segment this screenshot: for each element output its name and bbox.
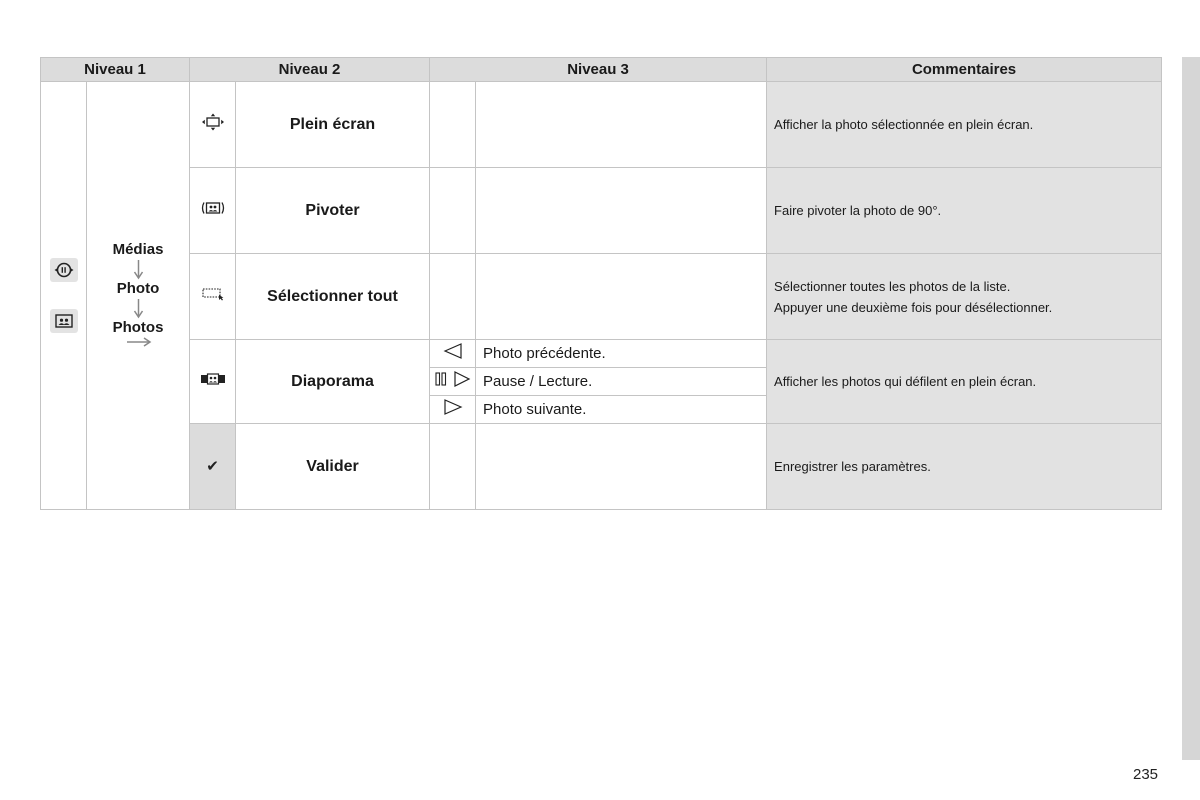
row-comment	[767, 82, 1162, 168]
comment-line: Enregistrer les paramètres.	[774, 459, 931, 474]
next-icon	[442, 398, 464, 416]
arrow-down-icon	[87, 257, 190, 281]
level1-path-cell	[87, 82, 190, 510]
table-row	[41, 82, 1162, 168]
comment-line: Faire pivoter la photo de 90°.	[774, 203, 942, 218]
sub-label: Photo précédente.	[476, 340, 767, 368]
table-header-row	[41, 58, 1162, 82]
header-niveau-2: Niveau 2	[190, 58, 430, 82]
row-name: Plein écran	[236, 82, 430, 168]
row-icon-cell	[190, 168, 236, 254]
previous-icon	[442, 342, 464, 360]
media-source-icon	[50, 258, 78, 282]
sub-label: Photo suivante.	[476, 396, 767, 424]
table-row	[41, 254, 1162, 340]
level3-empty-cell	[430, 254, 476, 340]
level3-empty-cell	[476, 168, 767, 254]
row-comment	[767, 168, 1162, 254]
arrow-down-icon	[87, 296, 190, 320]
row-comment	[767, 340, 1162, 424]
level1-icons-cell	[41, 82, 87, 510]
side-tab	[1182, 57, 1200, 760]
comment-line: Appuyer une deuxième fois pour désélectionner.	[774, 299, 1053, 315]
sub-icon-cell	[430, 396, 476, 424]
select-all-icon	[201, 287, 225, 301]
sub-icon-cell	[430, 368, 476, 396]
photo-icon	[50, 309, 78, 333]
row-icon-cell	[190, 424, 236, 510]
row-icon-cell	[190, 82, 236, 168]
header-niveau-1: Niveau 1	[41, 58, 190, 82]
page-number: 235	[1133, 766, 1159, 783]
sub-label: Pause / Lecture.	[476, 368, 767, 396]
row-comment	[767, 424, 1162, 510]
menu-table	[40, 57, 1162, 510]
table-row	[41, 424, 1162, 510]
header-niveau-3: Niveau 3	[430, 58, 767, 82]
row-icon-cell	[190, 340, 236, 424]
row-name: Diaporama	[236, 340, 430, 424]
header-commentaires: Commentaires	[767, 58, 1162, 82]
table-row	[41, 340, 1162, 368]
path-step-medias: Médias	[112, 241, 164, 258]
row-name: Sélectionner tout	[236, 254, 430, 340]
pause-play-icon	[433, 370, 473, 388]
level3-empty-cell	[476, 254, 767, 340]
rotate-photo-icon	[200, 200, 226, 216]
row-comment	[767, 254, 1162, 340]
level3-empty-cell	[430, 168, 476, 254]
level3-empty-cell	[430, 424, 476, 510]
level3-empty-cell	[476, 424, 767, 510]
path-step-photo: Photo	[116, 280, 160, 297]
slideshow-icon	[200, 372, 226, 386]
table-row	[41, 168, 1162, 254]
row-name: Valider	[236, 424, 430, 510]
level3-empty-cell	[476, 82, 767, 168]
fullscreen-icon	[201, 113, 225, 131]
row-icon-cell	[190, 254, 236, 340]
checkmark-icon: ✔	[206, 458, 219, 475]
comment-line: Sélectionner toutes les photos de la liste.	[774, 278, 1011, 294]
level3-empty-cell	[430, 82, 476, 168]
comment-line: Afficher la photo sélectionnée en plein écran.	[774, 117, 1034, 132]
row-name: Pivoter	[236, 168, 430, 254]
comment-line: Afficher les photos qui défilent en plein écran.	[774, 374, 1037, 389]
arrow-right-icon	[87, 335, 190, 349]
path-step-photos: Photos	[112, 319, 164, 336]
sub-icon-cell	[430, 340, 476, 368]
